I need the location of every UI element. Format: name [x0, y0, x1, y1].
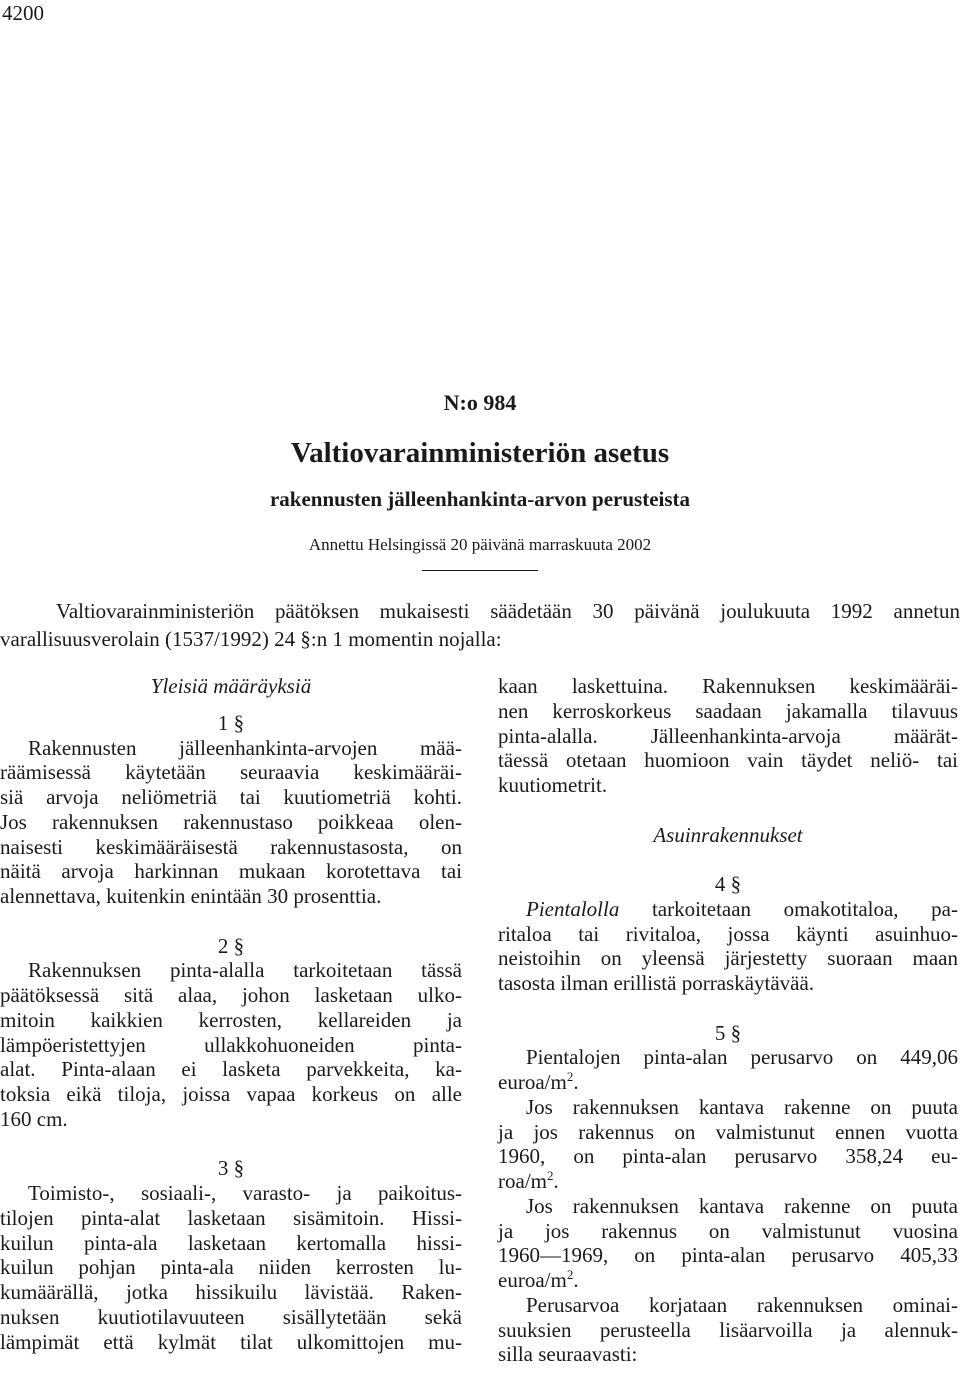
section-4-text: [498, 897, 958, 996]
text-line: siä arvoja neliömetriä tai kuutiometriä kohti.: [0, 785, 462, 809]
text-line: neistoihin on yleensä järjestetty suoraan maan: [498, 946, 958, 971]
text-line: Perusarvoa korjataan rakennuksen ominai-: [526, 1292, 958, 1317]
text-line: naisesti keskimääräisestä rakennustasosta, on: [0, 834, 462, 859]
text-line: alennettava, kuitenkin enintään 30 prosenttia.: [0, 884, 382, 908]
text-line: kuutiometrit.: [498, 773, 608, 797]
section-2-title: 2 §: [217, 933, 245, 958]
text-line: Jos rakennuksen kantava rakenne on puuta: [526, 1193, 958, 1218]
right-column: [498, 674, 958, 1367]
text-line: nen kerroskorkeus saadaan jakamalla tilavuus: [498, 698, 958, 723]
preamble-line: varallisuusverolain (1537/1992) 24 §:n 1 momentin nojalla:: [0, 627, 502, 651]
text-line: 1960, on pinta-alan perusarvo 358,24 eu-: [498, 1144, 958, 1169]
text-line: kuilun pohjan pinta-ala niiden kerrosten lu-: [0, 1255, 462, 1280]
section-1-text: [0, 736, 462, 909]
text-line: Jos rakennuksen rakennustaso poikkeaa olen-: [0, 809, 462, 834]
text-line: Rakennuksen pinta-alalla tarkoitetaan tässä: [28, 958, 462, 983]
text-line: mitoin kaikkien kerrosten, kellareiden ja: [0, 1007, 462, 1032]
text-line: ritaloa tai rivitaloa, jossa käynti asuinhuo-: [498, 921, 958, 946]
issued-date-line: Annettu Helsingissä 20 päivänä marraskuuta 2002: [308, 535, 652, 554]
text-line: toksia eikä tiloja, joissa vapaa korkeus on alle: [0, 1082, 462, 1106]
decree-title: Valtiovarainministeriön asetus: [290, 437, 670, 469]
section-heading-general: Yleisiä määräyksiä: [150, 674, 312, 698]
title-divider: [422, 570, 538, 571]
decree-subtitle: rakennusten jälleenhankinta-arvon perusteista: [269, 487, 691, 511]
text-line: räämisessä käytetään seuraavia keskimääräi-: [0, 760, 462, 785]
preamble: [0, 597, 960, 653]
text-line: täessä otetaan huomioon vain täydet neliö- tai: [498, 748, 958, 773]
decree-number: N:o 984: [443, 390, 517, 415]
text-line: roa/$m^2$.: [498, 1168, 559, 1193]
preamble-line: Valtiovarainministeriön päätöksen mukaisesti säädetään 30 päivänä joulukuuta 1992 annetun: [56, 599, 960, 623]
section-5-title: 5 §: [714, 1020, 742, 1045]
text-line: euroa/$m^2$.: [498, 1069, 579, 1094]
text-line: lämpimät että kylmät tilat ulkomittojen mu-: [0, 1329, 462, 1354]
page-number: 4200: [2, 1, 44, 25]
text-line: Pientalojen pinta-alan perusarvo on 449,06: [526, 1045, 958, 1070]
text-line: euroa/$m^2$.: [498, 1267, 579, 1292]
section-2-text: [0, 958, 462, 1131]
text-line: nuksen kuutiotilavuuteen sisällytetään sekä: [0, 1304, 462, 1329]
section-5-text: [498, 1045, 958, 1367]
text-line: silla seuraavasti:: [498, 1342, 638, 1367]
text-line: lämpöeristettyjen ullakkohuoneiden pinta-: [0, 1032, 462, 1057]
text-line: kuilun pinta-ala lasketaan kertomalla hissi-: [0, 1230, 462, 1255]
text-line: tilojen pinta-alat lasketaan sisämitoin. Hissi-: [0, 1205, 462, 1230]
text-line: Pientalolla tarkoitetaan omakotitaloa, pa-: [526, 896, 958, 921]
text-line: Toimisto-, sosiaali-, varasto- ja paikoitus-: [28, 1181, 462, 1205]
text-line: suuksien perusteella lisäarvoilla ja alennuk-: [498, 1317, 958, 1342]
section-3-title: 3 §: [217, 1156, 245, 1181]
left-column: [0, 674, 462, 1354]
text-line: 160 cm.: [0, 1106, 68, 1131]
section-heading-residential: Asuinrakennukset: [653, 822, 803, 847]
text-line: alat. Pinta-alaan ei lasketa parvekkeita, ka-: [0, 1057, 462, 1082]
text-line: kaan laskettuina. Rakennuksen keskimääräi-: [498, 674, 958, 698]
text-line: 1960—1969, on pinta-alan perusarvo 405,33: [498, 1243, 958, 1268]
section-4-title: 4 §: [714, 872, 742, 896]
text-line: Rakennusten jälleenhankinta-arvojen mää-: [28, 735, 462, 760]
section-1-title: 1 §: [217, 710, 245, 735]
text-line: pinta-alalla. Jälleenhankinta-arvoja määrät-: [498, 723, 958, 748]
text-line: päätöksessä sitä alaa, johon lasketaan ulko-: [0, 983, 462, 1007]
text-line: kumäärällä, jotka hissikuilu lävistää. Raken-: [0, 1280, 462, 1304]
section-3-text: [0, 1181, 462, 1354]
defined-term: Pientalolla: [526, 896, 620, 921]
text-line: Jos rakennuksen kantava rakenne on puuta: [526, 1094, 958, 1119]
text-line: ja jos rakennus on valmistunut ennen vuotta: [498, 1119, 958, 1144]
text-line: ja jos rakennus on valmistunut vuosina: [498, 1218, 958, 1243]
section-3-continuation: [498, 674, 958, 798]
text-line: tasosta ilman erillistä porraskäytävää.: [498, 971, 815, 995]
text-line: näitä arvoja harkinnan mukaan korotettava tai: [0, 859, 462, 884]
